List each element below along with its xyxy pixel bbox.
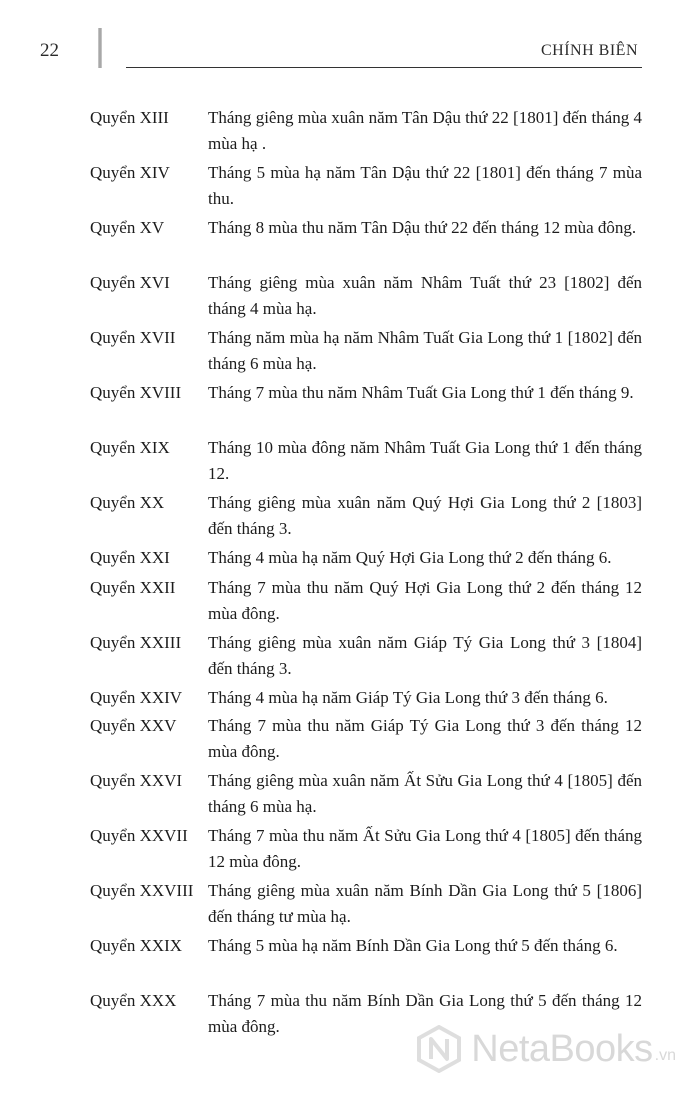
volume-label: Quyển XXII [90,578,176,597]
volume-description: Tháng 7 mùa thu năm Ất Sửu Gia Long thứ 4 [1805] đến tháng 12 mùa đông. [208,826,642,871]
volume-label: Quyển XXI [90,548,170,567]
volume-description: Tháng 7 mùa thu năm Nhâm Tuất Gia Long thứ 1 đến tháng 9. [208,383,634,402]
volume-label: Quyển XVI [90,273,170,292]
volume-label: Quyển XVIII [90,383,182,402]
volume-label: Quyển XXV [90,716,177,735]
running-title: CHÍNH BIÊN [541,42,638,59]
volume-label: Quyển XIX [90,438,170,457]
volume-label: Quyển XXIX [90,936,183,955]
netabooks-watermark [415,1025,676,1073]
page-number: 22 [40,40,59,61]
volume-description: Tháng 7 mùa thu năm Quý Hợi Gia Long thứ 2 đến tháng 12 mùa đông. [208,578,642,623]
volume-description: Tháng giêng mùa xuân năm Nhâm Tuất thứ 23 [1802] đến tháng 4 mùa hạ. [208,273,642,318]
volume-description: Tháng 8 mùa thu năm Tân Dậu thứ 22 đến tháng 12 mùa đông. [208,218,637,237]
volume-description: Tháng 5 mùa hạ năm Tân Dậu thứ 22 [1801] đến tháng 7 mùa thu. [208,163,642,208]
volume-label: Quyển XXVII [90,826,188,845]
volume-description: Tháng năm mùa hạ năm Nhâm Tuất Gia Long thứ 1 [1802] đến tháng 6 mùa hạ. [208,328,642,373]
volume-description: Tháng giêng mùa xuân năm Quý Hợi Gia Long thứ 2 [1803] đến tháng 3. [208,493,642,538]
volume-label: Quyển XVII [90,328,176,347]
volume-label: Quyển XXVI [90,771,183,790]
volume-description: Tháng giêng mùa xuân năm Ất Sửu Gia Long thứ 4 [1805] đến tháng 6 mùa hạ. [208,771,642,816]
volume-label: Quyển XXX [90,991,177,1010]
volume-label: Quyển XIII [90,108,169,127]
volume-description: Tháng 7 mùa thu năm Bính Dần Gia Long thứ 5 đến tháng 12 mùa đông. [208,991,642,1036]
volume-label: Quyển XXVIII [90,881,194,900]
watermark-suffix: .vn [654,1047,676,1064]
watermark-brand: NetaBooks [471,1027,653,1070]
volume-label: Quyển XXIV [90,688,183,707]
volume-label: Quyển XX [90,493,165,512]
volume-description: Tháng 7 mùa thu năm Giáp Tý Gia Long thứ 3 đến tháng 12 mùa đông. [208,716,642,761]
volume-label: Quyển XV [90,218,165,237]
volume-description: Tháng 5 mùa hạ năm Bính Dần Gia Long thứ 5 đến tháng 6. [208,936,618,955]
netabooks-logo-icon [415,1025,463,1073]
volume-description: Tháng giêng mùa xuân năm Giáp Tý Gia Long thứ 3 [1804] đến tháng 3. [208,633,642,678]
volume-description: Tháng 4 mùa hạ năm Quý Hợi Gia Long thứ 2 đến tháng 6. [208,548,612,567]
volume-description: Tháng giêng mùa xuân năm Tân Dậu thứ 22 [1801] đến tháng 4 mùa hạ . [208,108,642,153]
volume-description: Tháng 4 mùa hạ năm Giáp Tý Gia Long thứ 3 đến tháng 6. [208,688,608,707]
volume-label: Quyển XIV [90,163,170,182]
volume-label: Quyển XXIII [90,633,182,652]
volume-description: Tháng 10 mùa đông năm Nhâm Tuất Gia Long thứ 1 đến tháng 12. [208,438,642,483]
volume-description: Tháng giêng mùa xuân năm Bính Dần Gia Long thứ 5 [1806] đến tháng tư mùa hạ. [208,881,642,926]
